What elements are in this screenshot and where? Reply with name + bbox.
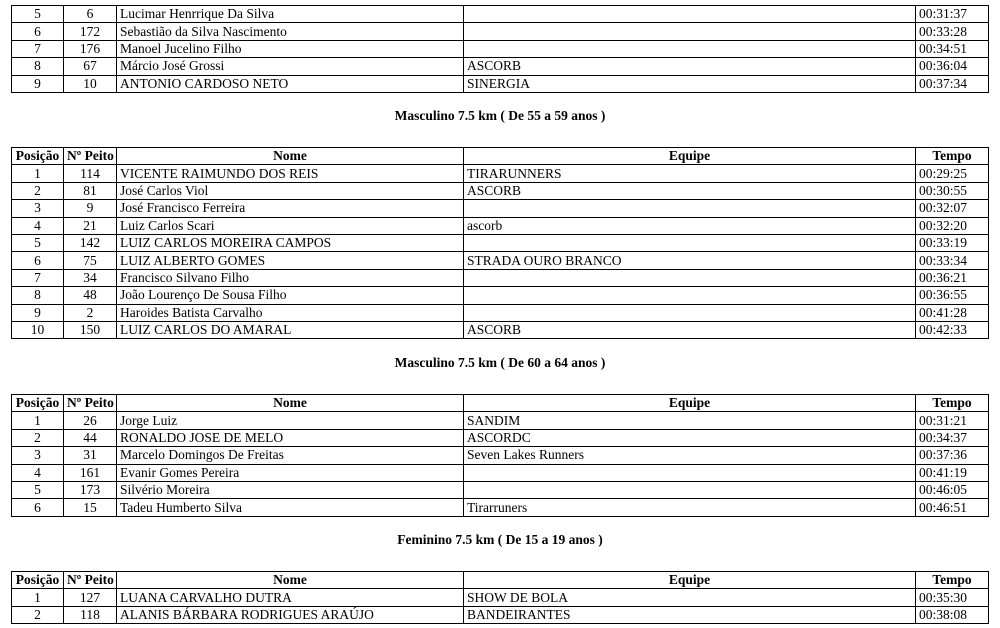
cell-team (464, 481, 916, 498)
cell-time: 00:33:19 (916, 234, 989, 251)
cell-team (464, 234, 916, 251)
header-bib: Nº Peito (64, 148, 117, 165)
results-table-body (12, 6, 989, 93)
cell-name: Sebastião da Silva Nascimento (117, 23, 464, 40)
cell-time: 00:36:04 (916, 58, 989, 75)
cell-time: 00:32:20 (916, 217, 989, 234)
cell-position: 1 (12, 589, 64, 606)
cell-name: Manoel Jucelino Filho (117, 40, 464, 57)
header-name: Nome (117, 572, 464, 589)
cell-time: 00:46:05 (916, 481, 989, 498)
cell-bib: 142 (64, 234, 117, 251)
header-bib: Nº Peito (64, 395, 117, 412)
table-row (12, 321, 989, 338)
table-row (12, 606, 989, 623)
cell-bib: 118 (64, 606, 117, 623)
cell-bib: 26 (64, 412, 117, 429)
cell-time: 00:37:36 (916, 447, 989, 464)
cell-bib: 176 (64, 40, 117, 57)
cell-position: 5 (12, 234, 64, 251)
section-title: Feminino 7.5 km ( De 15 a 19 anos ) (397, 532, 603, 547)
cell-time: 00:33:34 (916, 252, 989, 269)
cell-time: 00:34:51 (916, 40, 989, 57)
cell-position: 10 (12, 321, 64, 338)
cell-position: 7 (12, 269, 64, 286)
cell-team: SANDIM (464, 412, 916, 429)
header-team: Equipe (464, 395, 916, 412)
cell-position: 8 (12, 287, 64, 304)
cell-time: 00:33:28 (916, 23, 989, 40)
cell-team (464, 23, 916, 40)
cell-bib: 10 (64, 75, 117, 92)
table-row (12, 499, 989, 516)
cell-team: SINERGIA (464, 75, 916, 92)
cell-bib: 67 (64, 58, 117, 75)
cell-position: 4 (12, 217, 64, 234)
cell-time: 00:36:21 (916, 269, 989, 286)
table-row (12, 6, 989, 23)
cell-bib: 48 (64, 287, 117, 304)
cell-bib: 34 (64, 269, 117, 286)
cell-name: ANTONIO CARDOSO NETO (117, 75, 464, 92)
header-time: Tempo (916, 572, 989, 589)
header-position: Posição (12, 572, 64, 589)
cell-name: Jorge Luiz (117, 412, 464, 429)
cell-time: 00:35:30 (916, 589, 989, 606)
header-name: Nome (117, 148, 464, 165)
cell-position: 4 (12, 464, 64, 481)
cell-team: SHOW DE BOLA (464, 589, 916, 606)
cell-bib: 81 (64, 182, 117, 199)
cell-position: 5 (12, 6, 64, 23)
cell-team (464, 287, 916, 304)
table-row (12, 234, 989, 251)
cell-bib: 114 (64, 165, 117, 182)
cell-team (464, 6, 916, 23)
cell-position: 7 (12, 40, 64, 57)
header-position: Posição (12, 395, 64, 412)
cell-position: 2 (12, 182, 64, 199)
table-row (12, 217, 989, 234)
cell-team: ASCORDC (464, 429, 916, 446)
header-team: Equipe (464, 148, 916, 165)
cell-name: LUIZ CARLOS MOREIRA CAMPOS (117, 234, 464, 251)
table-row (12, 287, 989, 304)
cell-name: Haroides Batista Carvalho (117, 304, 464, 321)
cell-bib: 31 (64, 447, 117, 464)
cell-bib: 2 (64, 304, 117, 321)
cell-position: 1 (12, 412, 64, 429)
cell-team (464, 304, 916, 321)
results-table-body (12, 165, 989, 339)
cell-position: 9 (12, 304, 64, 321)
cell-name: José Carlos Viol (117, 182, 464, 199)
cell-name: Luiz Carlos Scari (117, 217, 464, 234)
header-row (12, 572, 989, 589)
cell-bib: 150 (64, 321, 117, 338)
cell-team (464, 269, 916, 286)
cell-position: 2 (12, 429, 64, 446)
cell-bib: 9 (64, 200, 117, 217)
cell-bib: 172 (64, 23, 117, 40)
cell-position: 2 (12, 606, 64, 623)
cell-team: ASCORB (464, 321, 916, 338)
table-row (12, 447, 989, 464)
results-table-55-59 (11, 147, 989, 339)
cell-team: BANDEIRANTES (464, 606, 916, 623)
header-time: Tempo (916, 148, 989, 165)
results-table-f-15-19 (11, 571, 989, 624)
cell-position: 6 (12, 499, 64, 516)
table-row (12, 429, 989, 446)
cell-name: Silvério Moreira (117, 481, 464, 498)
cell-bib: 21 (64, 217, 117, 234)
table-row (12, 589, 989, 606)
cell-position: 3 (12, 200, 64, 217)
cell-position: 1 (12, 165, 64, 182)
cell-bib: 173 (64, 481, 117, 498)
cell-name: Márcio José Grossi (117, 58, 464, 75)
table-row (12, 269, 989, 286)
cell-time: 00:29:25 (916, 165, 989, 182)
table-row (12, 252, 989, 269)
cell-time: 00:42:33 (916, 321, 989, 338)
cell-team (464, 200, 916, 217)
results-table-body (12, 589, 989, 624)
table-row (12, 58, 989, 75)
section-title: Masculino 7.5 km ( De 60 a 64 anos ) (394, 355, 606, 370)
table-row (12, 23, 989, 40)
header-row (12, 148, 989, 165)
cell-name: José Francisco Ferreira (117, 200, 464, 217)
cell-name: ALANIS BÁRBARA RODRIGUES ARAÚJO (117, 606, 464, 623)
table-row (12, 464, 989, 481)
cell-name: LUIZ CARLOS DO AMARAL (117, 321, 464, 338)
cell-name: João Lourenço De Sousa Filho (117, 287, 464, 304)
table-row (12, 75, 989, 92)
cell-name: Evanir Gomes Pereira (117, 464, 464, 481)
cell-name: LUIZ ALBERTO GOMES (117, 252, 464, 269)
header-bib: Nº Peito (64, 572, 117, 589)
cell-position: 8 (12, 58, 64, 75)
cell-name: LUANA CARVALHO DUTRA (117, 589, 464, 606)
table-row (12, 40, 989, 57)
cell-time: 00:41:28 (916, 304, 989, 321)
cell-team: Seven Lakes Runners (464, 447, 916, 464)
header-row (12, 395, 989, 412)
cell-team (464, 464, 916, 481)
results-table-previous-group (11, 5, 989, 93)
cell-position: 6 (12, 252, 64, 269)
cell-name: VICENTE RAIMUNDO DOS REIS (117, 165, 464, 182)
cell-time: 00:32:07 (916, 200, 989, 217)
cell-bib: 127 (64, 589, 117, 606)
cell-team: TIRARUNNERS (464, 165, 916, 182)
table-row (12, 182, 989, 199)
cell-team (464, 40, 916, 57)
results-table-body (12, 412, 989, 516)
cell-team: STRADA OURO BRANCO (464, 252, 916, 269)
table-row (12, 200, 989, 217)
table-row (12, 165, 989, 182)
cell-bib: 161 (64, 464, 117, 481)
cell-team: Tirarruners (464, 499, 916, 516)
cell-time: 00:41:19 (916, 464, 989, 481)
cell-team: ascorb (464, 217, 916, 234)
cell-bib: 44 (64, 429, 117, 446)
cell-bib: 6 (64, 6, 117, 23)
header-time: Tempo (916, 395, 989, 412)
cell-name: Francisco Silvano Filho (117, 269, 464, 286)
header-position: Posição (12, 148, 64, 165)
cell-time: 00:34:37 (916, 429, 989, 446)
cell-bib: 15 (64, 499, 117, 516)
cell-time: 00:46:51 (916, 499, 989, 516)
cell-time: 00:30:55 (916, 182, 989, 199)
cell-time: 00:36:55 (916, 287, 989, 304)
results-table-60-64 (11, 394, 989, 517)
cell-bib: 75 (64, 252, 117, 269)
header-team: Equipe (464, 572, 916, 589)
cell-position: 6 (12, 23, 64, 40)
cell-name: RONALDO JOSE DE MELO (117, 429, 464, 446)
section-title: Masculino 7.5 km ( De 55 a 59 anos ) (394, 108, 606, 123)
cell-team: ASCORB (464, 58, 916, 75)
cell-name: Tadeu Humberto Silva (117, 499, 464, 516)
table-row (12, 481, 989, 498)
cell-team: ASCORB (464, 182, 916, 199)
table-row (12, 412, 989, 429)
table-row (12, 304, 989, 321)
cell-time: 00:31:21 (916, 412, 989, 429)
cell-position: 3 (12, 447, 64, 464)
cell-time: 00:38:08 (916, 606, 989, 623)
cell-position: 5 (12, 481, 64, 498)
cell-name: Lucimar Henrrique Da Silva (117, 6, 464, 23)
cell-time: 00:37:34 (916, 75, 989, 92)
header-name: Nome (117, 395, 464, 412)
cell-time: 00:31:37 (916, 6, 989, 23)
cell-position: 9 (12, 75, 64, 92)
cell-name: Marcelo Domingos De Freitas (117, 447, 464, 464)
